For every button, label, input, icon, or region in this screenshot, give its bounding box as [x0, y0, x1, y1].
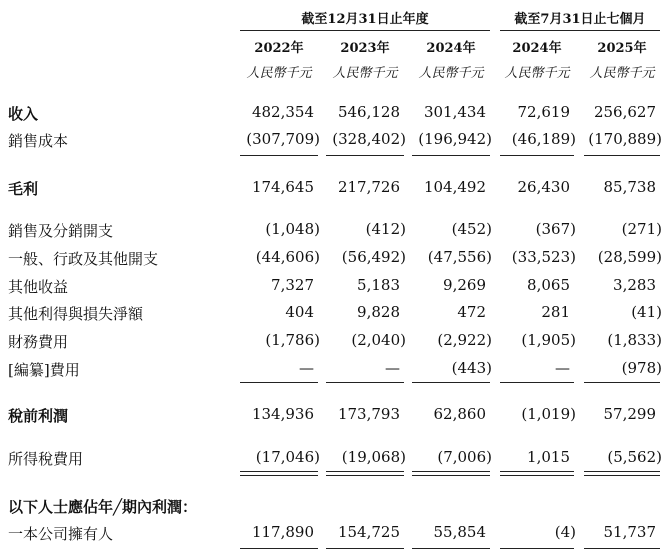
row-label-other-income: 其他收益 [8, 278, 69, 296]
cell-value: (1,019) [521, 405, 576, 423]
cell-value: 482,354 [251, 103, 314, 121]
year-header: 2025年 [597, 41, 647, 56]
cell-value: 546,128 [337, 103, 400, 121]
cell-value: 173,793 [337, 405, 400, 423]
cell-value: 256,627 [593, 103, 656, 121]
row-label-profit-before-tax: 稅前利潤 [8, 407, 69, 425]
row-label-selling-expenses: 銷售及分銷開支 [8, 222, 114, 240]
cell-value: (452) [451, 220, 492, 238]
cell-value: (19,068) [341, 448, 406, 466]
bottom-rule [584, 548, 660, 549]
row-label-other-gains-losses: 其他利得與損失淨額 [8, 305, 144, 323]
cell-value: 104,492 [423, 178, 486, 196]
total-double-rule [326, 471, 404, 476]
subtotal-rule [584, 155, 660, 156]
cell-value: (328,402) [332, 130, 406, 148]
cell-value: 55,854 [433, 523, 486, 541]
year-header: 2024年 [512, 41, 562, 56]
period-annual-rule [240, 30, 490, 31]
cell-value: 8,065 [527, 276, 570, 294]
cell-value: (47,556) [427, 248, 492, 266]
cell-value: 62,860 [433, 405, 486, 423]
cell-value: (7,006) [437, 448, 492, 466]
cell-value: 134,936 [251, 405, 314, 423]
cell-value: 217,726 [337, 178, 400, 196]
cell-value: 5,183 [357, 276, 400, 294]
cell-value: (5,562) [607, 448, 662, 466]
bottom-rule [412, 548, 490, 549]
bottom-rule [500, 548, 574, 549]
row-label-admin-expenses: 一般、行政及其他開支 [8, 250, 159, 268]
total-double-rule [412, 471, 490, 476]
cell-value: (170,889) [588, 130, 662, 148]
cell-value: 154,725 [337, 523, 400, 541]
row-label-finance-costs: 財務費用 [8, 333, 69, 351]
cell-value: (33,523) [511, 248, 576, 266]
subtotal-rule [500, 382, 574, 383]
cell-value: — [555, 359, 570, 377]
row-label-revenue: 收入 [8, 105, 39, 123]
cell-value: 85,738 [603, 178, 656, 196]
subtotal-rule [240, 382, 318, 383]
cell-value: 281 [541, 303, 570, 321]
unit-header: 人民幣千元 [332, 66, 398, 81]
cell-value: — [385, 359, 400, 377]
cell-value: (367) [535, 220, 576, 238]
year-header: 2023年 [340, 41, 390, 56]
cell-value: 3,283 [613, 276, 656, 294]
row-label-gross-profit: 毛利 [8, 180, 39, 198]
cell-value: 472 [457, 303, 486, 321]
unit-header: 人民幣千元 [246, 66, 312, 81]
row-label-listing-expenses: [編纂]費用 [8, 361, 80, 379]
cell-value: (4) [554, 523, 576, 541]
unit-header: 人民幣千元 [418, 66, 484, 81]
unit-header: 人民幣千元 [504, 66, 570, 81]
cell-value: (1,786) [265, 331, 320, 349]
year-header: 2024年 [426, 41, 476, 56]
cell-value: (44,606) [255, 248, 320, 266]
cell-value: — [299, 359, 314, 377]
cell-value: (28,599) [597, 248, 662, 266]
subtotal-rule [326, 382, 404, 383]
subtotal-rule [500, 155, 574, 156]
cell-value: (443) [451, 359, 492, 377]
cell-value: (56,492) [341, 248, 406, 266]
cell-value: (271) [621, 220, 662, 238]
cell-value: (196,942) [418, 130, 492, 148]
bottom-rule [240, 548, 318, 549]
cell-value: 51,737 [603, 523, 656, 541]
cell-value: 72,619 [517, 103, 570, 121]
cell-value: 7,327 [271, 276, 314, 294]
cell-value: (412) [365, 220, 406, 238]
subtotal-rule [240, 155, 318, 156]
cell-value: (2,922) [437, 331, 492, 349]
total-double-rule [584, 471, 660, 476]
cell-value: (17,046) [255, 448, 320, 466]
cell-value: 9,269 [443, 276, 486, 294]
year-header: 2022年 [254, 41, 304, 56]
cell-value: (41) [631, 303, 662, 321]
cell-value: 174,645 [251, 178, 314, 196]
unit-header: 人民幣千元 [589, 66, 655, 81]
period-interim-rule [500, 30, 660, 31]
total-double-rule [500, 471, 574, 476]
cell-value: (1,905) [521, 331, 576, 349]
cell-value: (46,189) [511, 130, 576, 148]
row-label-cost-of-sales: 銷售成本 [8, 132, 69, 150]
cell-value: 9,828 [357, 303, 400, 321]
cell-value: 57,299 [603, 405, 656, 423]
cell-value: (1,048) [265, 220, 320, 238]
cell-value: (2,040) [351, 331, 406, 349]
cell-value: (978) [621, 359, 662, 377]
period-interim-header: 截至7月31日止七個月 [514, 12, 646, 27]
row-label-profit-attributable: 以下人士應佔年╱期內利潤： [8, 498, 198, 516]
row-label-income-tax: 所得稅費用 [8, 450, 84, 468]
subtotal-rule [326, 155, 404, 156]
cell-value: (307,709) [246, 130, 320, 148]
period-annual-header: 截至12月31日止年度 [301, 12, 429, 27]
cell-value: 26,430 [517, 178, 570, 196]
cell-value: (1,833) [607, 331, 662, 349]
cell-value: 117,890 [251, 523, 314, 541]
subtotal-rule [412, 155, 490, 156]
cell-value: 301,434 [423, 103, 486, 121]
total-double-rule [240, 471, 318, 476]
bottom-rule [326, 548, 404, 549]
subtotal-rule [584, 382, 660, 383]
row-label-owners-of-company: 一本公司擁有人 [8, 525, 114, 543]
subtotal-rule [412, 382, 490, 383]
cell-value: 1,015 [527, 448, 570, 466]
cell-value: 404 [285, 303, 314, 321]
